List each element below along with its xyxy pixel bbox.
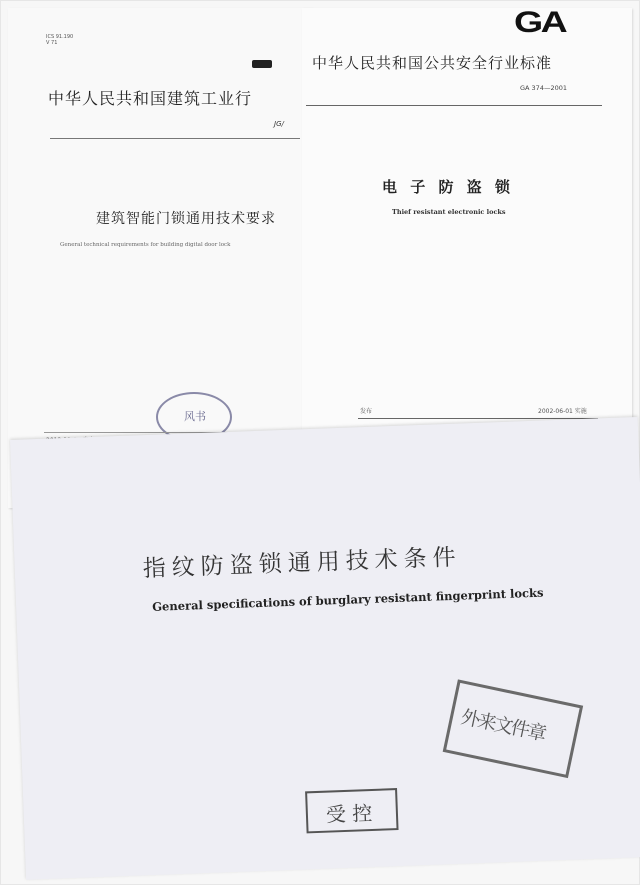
title-cn: 指纹防盗锁通用技术条件 — [142, 544, 463, 583]
right-standard-cover — [302, 8, 632, 478]
impl-date: 2002-06-01 实施 — [538, 408, 587, 415]
ga-logo: GA — [514, 8, 566, 39]
std-code: JG/ — [274, 120, 284, 128]
issue-label: 发布 — [360, 408, 373, 415]
ccs-code: V 71 — [46, 40, 58, 46]
controlled-stamp — [305, 788, 398, 833]
title-en: General technical requirements for building digital door lock — [60, 242, 231, 248]
logo-fragment — [252, 60, 272, 68]
title-cn: 建筑智能门锁通用技术要求 — [96, 211, 276, 227]
header-rule — [306, 105, 602, 106]
industry-header: 中华人民共和国建筑工业行 — [48, 89, 253, 108]
ics-code: ICS 91.190 — [46, 34, 74, 40]
stamp-label: 风书 — [184, 410, 206, 423]
std-code: GA 374—2001 — [520, 84, 567, 92]
foreign-document-stamp — [443, 679, 584, 778]
standard-header: 中华人民共和国公共安全行业标准 — [312, 54, 553, 72]
title-cn: 电 子 防 盗 锁 — [382, 178, 514, 196]
title-en: General specifications of burglary resistant fingerprint locks — [151, 585, 544, 614]
controlled-stamp-label: 受 控 — [325, 800, 373, 827]
title-en: Thief resistant electronic locks — [392, 208, 506, 216]
bottom-standard-cover — [10, 417, 640, 880]
foreign-stamp-label: 外来文件章 — [458, 706, 547, 746]
header-rule — [50, 138, 300, 139]
